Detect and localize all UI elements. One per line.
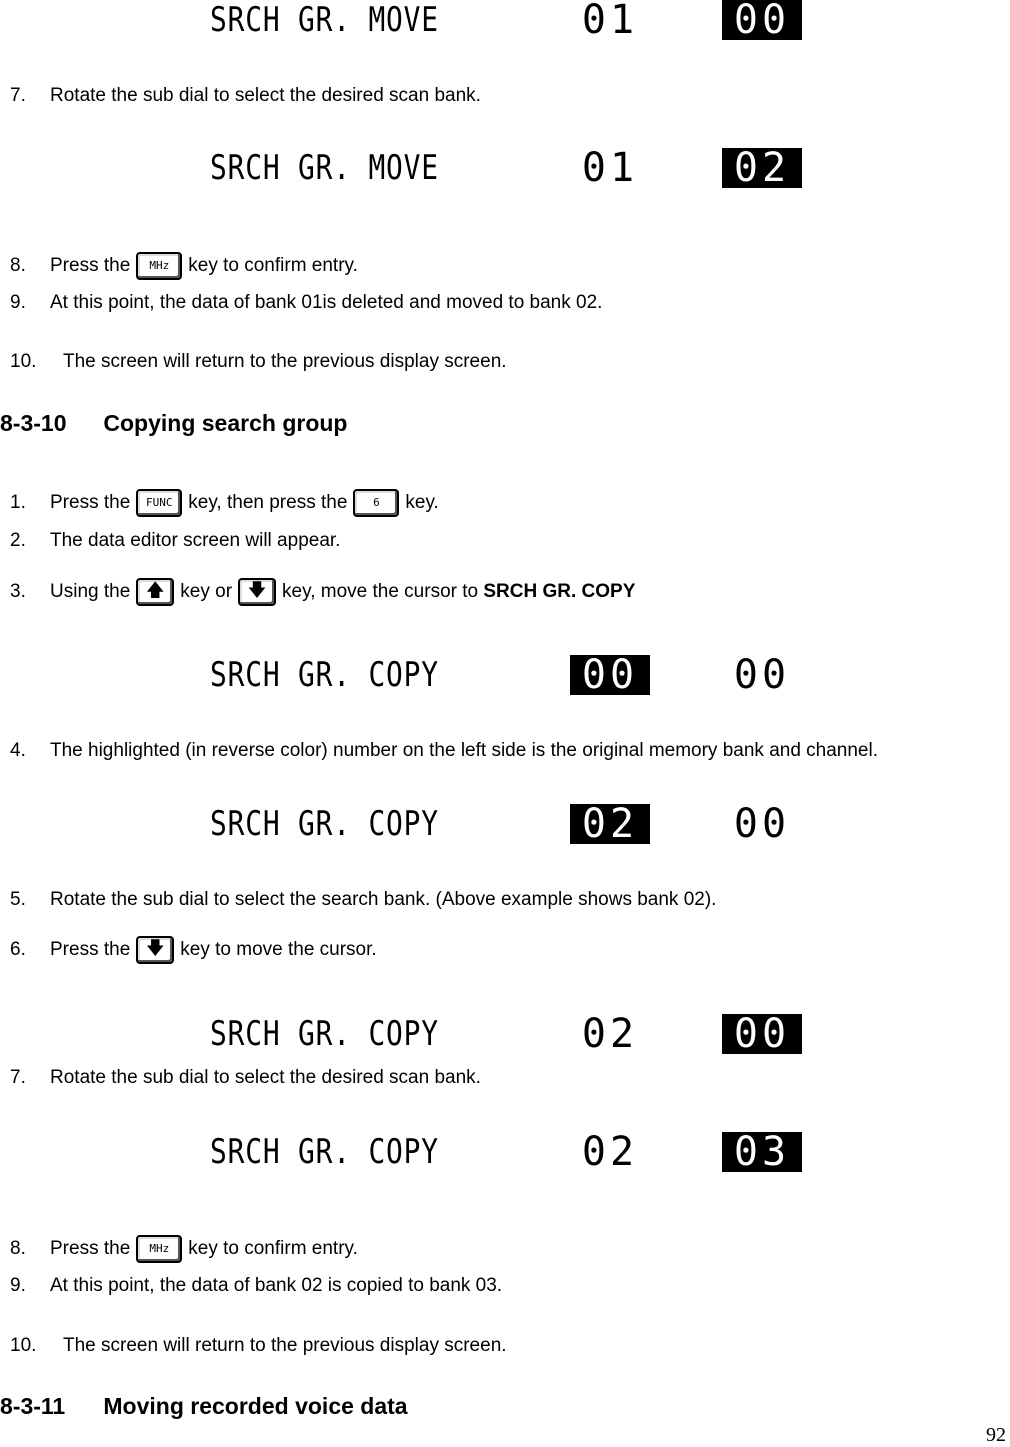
step-number: 2. <box>10 530 26 551</box>
step-text: Press the <box>50 939 131 960</box>
lcd-channel-value: 00 <box>733 652 791 698</box>
lcd-channel-value-highlighted: 00 <box>722 1014 802 1054</box>
lcd-bank-value: 01 <box>581 0 639 43</box>
lcd-label: SRCH GR. COPY <box>210 804 439 844</box>
move-step-9 <box>10 291 602 315</box>
lcd-channel-value-highlighted: 00 <box>722 0 802 40</box>
section-title: Copying search group <box>103 410 348 436</box>
step-number: 6. <box>10 939 26 960</box>
step-text: key. <box>405 492 439 513</box>
copy-step-7 <box>10 1066 481 1090</box>
copy-step-3 <box>10 578 635 606</box>
step-text: The screen will return to the previous display screen. <box>63 1335 507 1356</box>
page-number: 92 <box>986 1424 1006 1446</box>
mhz-key-icon: MHz <box>136 252 182 280</box>
step-text: Press the <box>50 255 131 276</box>
step-text: Using the <box>50 581 131 602</box>
step-text: key to confirm entry. <box>188 1238 358 1259</box>
down-arrow-key-icon: 🡇 <box>136 936 174 964</box>
step-text-bold: SRCH GR. COPY <box>483 581 636 602</box>
step-text: key, then press the <box>188 492 348 513</box>
copy-step-8 <box>10 1235 358 1263</box>
func-key-icon: FUNC <box>136 489 182 517</box>
step-text: Rotate the sub dial to select the desired scan bank. <box>50 85 481 106</box>
lcd-bank-value: 01 <box>581 145 639 191</box>
lcd-screen <box>210 145 830 191</box>
lcd-bank-value: 02 <box>581 1129 639 1175</box>
step-number: 8. <box>10 255 26 276</box>
lcd-label: SRCH GR. COPY <box>210 655 439 695</box>
lcd-screen <box>210 801 830 847</box>
lcd-channel-value-highlighted: 02 <box>722 148 802 188</box>
step-text: At this point, the data of bank 01is deleted and moved to bank 02. <box>50 292 603 313</box>
lcd-screen <box>210 652 830 698</box>
lcd-label: SRCH GR. COPY <box>210 1132 439 1172</box>
step-text: key, move the cursor to <box>282 581 479 602</box>
step-number: 1. <box>10 492 26 513</box>
move-step-8 <box>10 252 358 280</box>
step-text: key or <box>180 581 233 602</box>
lcd-channel-value: 00 <box>733 801 791 847</box>
six-key-icon: 6 <box>353 489 399 517</box>
copy-step-9 <box>10 1274 502 1298</box>
copy-step-5 <box>10 888 716 912</box>
lcd-bank-value-highlighted: 02 <box>570 804 650 844</box>
lcd-screen <box>210 1011 830 1057</box>
step-text: Rotate the sub dial to select the desired scan bank. <box>50 1067 481 1088</box>
step-number: 4. <box>10 740 26 761</box>
lcd-channel-value-highlighted: 03 <box>722 1132 802 1172</box>
lcd-bank-value-highlighted: 00 <box>570 655 650 695</box>
step-number: 10. <box>10 1335 37 1356</box>
step-number: 10. <box>10 351 37 372</box>
copy-step-6 <box>10 936 377 964</box>
step-number: 5. <box>10 889 26 910</box>
copy-step-10 <box>10 1334 507 1358</box>
step-number: 7. <box>10 85 26 106</box>
section-heading-voice <box>0 1393 408 1420</box>
lcd-label: SRCH GR. MOVE <box>210 148 439 188</box>
step-number: 9. <box>10 1275 26 1296</box>
lcd-screen <box>210 0 830 43</box>
step-text: key to confirm entry. <box>188 255 358 276</box>
step-text: At this point, the data of bank 02 is copied to bank 03. <box>50 1275 503 1296</box>
step-number: 7. <box>10 1067 26 1088</box>
move-step-7 <box>10 84 481 108</box>
mhz-key-icon: MHz <box>136 1235 182 1263</box>
step-number: 8. <box>10 1238 26 1259</box>
copy-step-2 <box>10 529 340 553</box>
section-number: 8-3-10 <box>0 410 67 436</box>
section-title: Moving recorded voice data <box>103 1393 408 1419</box>
lcd-screen <box>210 1129 830 1175</box>
step-number: 9. <box>10 292 26 313</box>
step-text: The highlighted (in reverse color) number on the left side is the original memory bank and channel. <box>50 740 879 761</box>
copy-step-4 <box>10 739 878 763</box>
step-text: key to move the cursor. <box>180 939 377 960</box>
section-heading-copy <box>0 410 347 437</box>
lcd-bank-value: 02 <box>581 1011 639 1057</box>
move-step-10 <box>10 350 507 374</box>
step-number: 3. <box>10 581 26 602</box>
lcd-label: SRCH GR. COPY <box>210 1014 439 1054</box>
step-text: Press the <box>50 1238 131 1259</box>
step-text: The data editor screen will appear. <box>50 530 341 551</box>
step-text: Rotate the sub dial to select the search bank. (Above example shows bank 02). <box>50 889 717 910</box>
step-text: Press the <box>50 492 131 513</box>
section-number: 8-3-11 <box>0 1393 66 1419</box>
up-arrow-key-icon: 🡅 <box>136 578 174 606</box>
lcd-label: SRCH GR. MOVE <box>210 0 439 40</box>
copy-step-1 <box>10 489 439 517</box>
down-arrow-key-icon: 🡇 <box>238 578 276 606</box>
step-text: The screen will return to the previous display screen. <box>63 351 507 372</box>
